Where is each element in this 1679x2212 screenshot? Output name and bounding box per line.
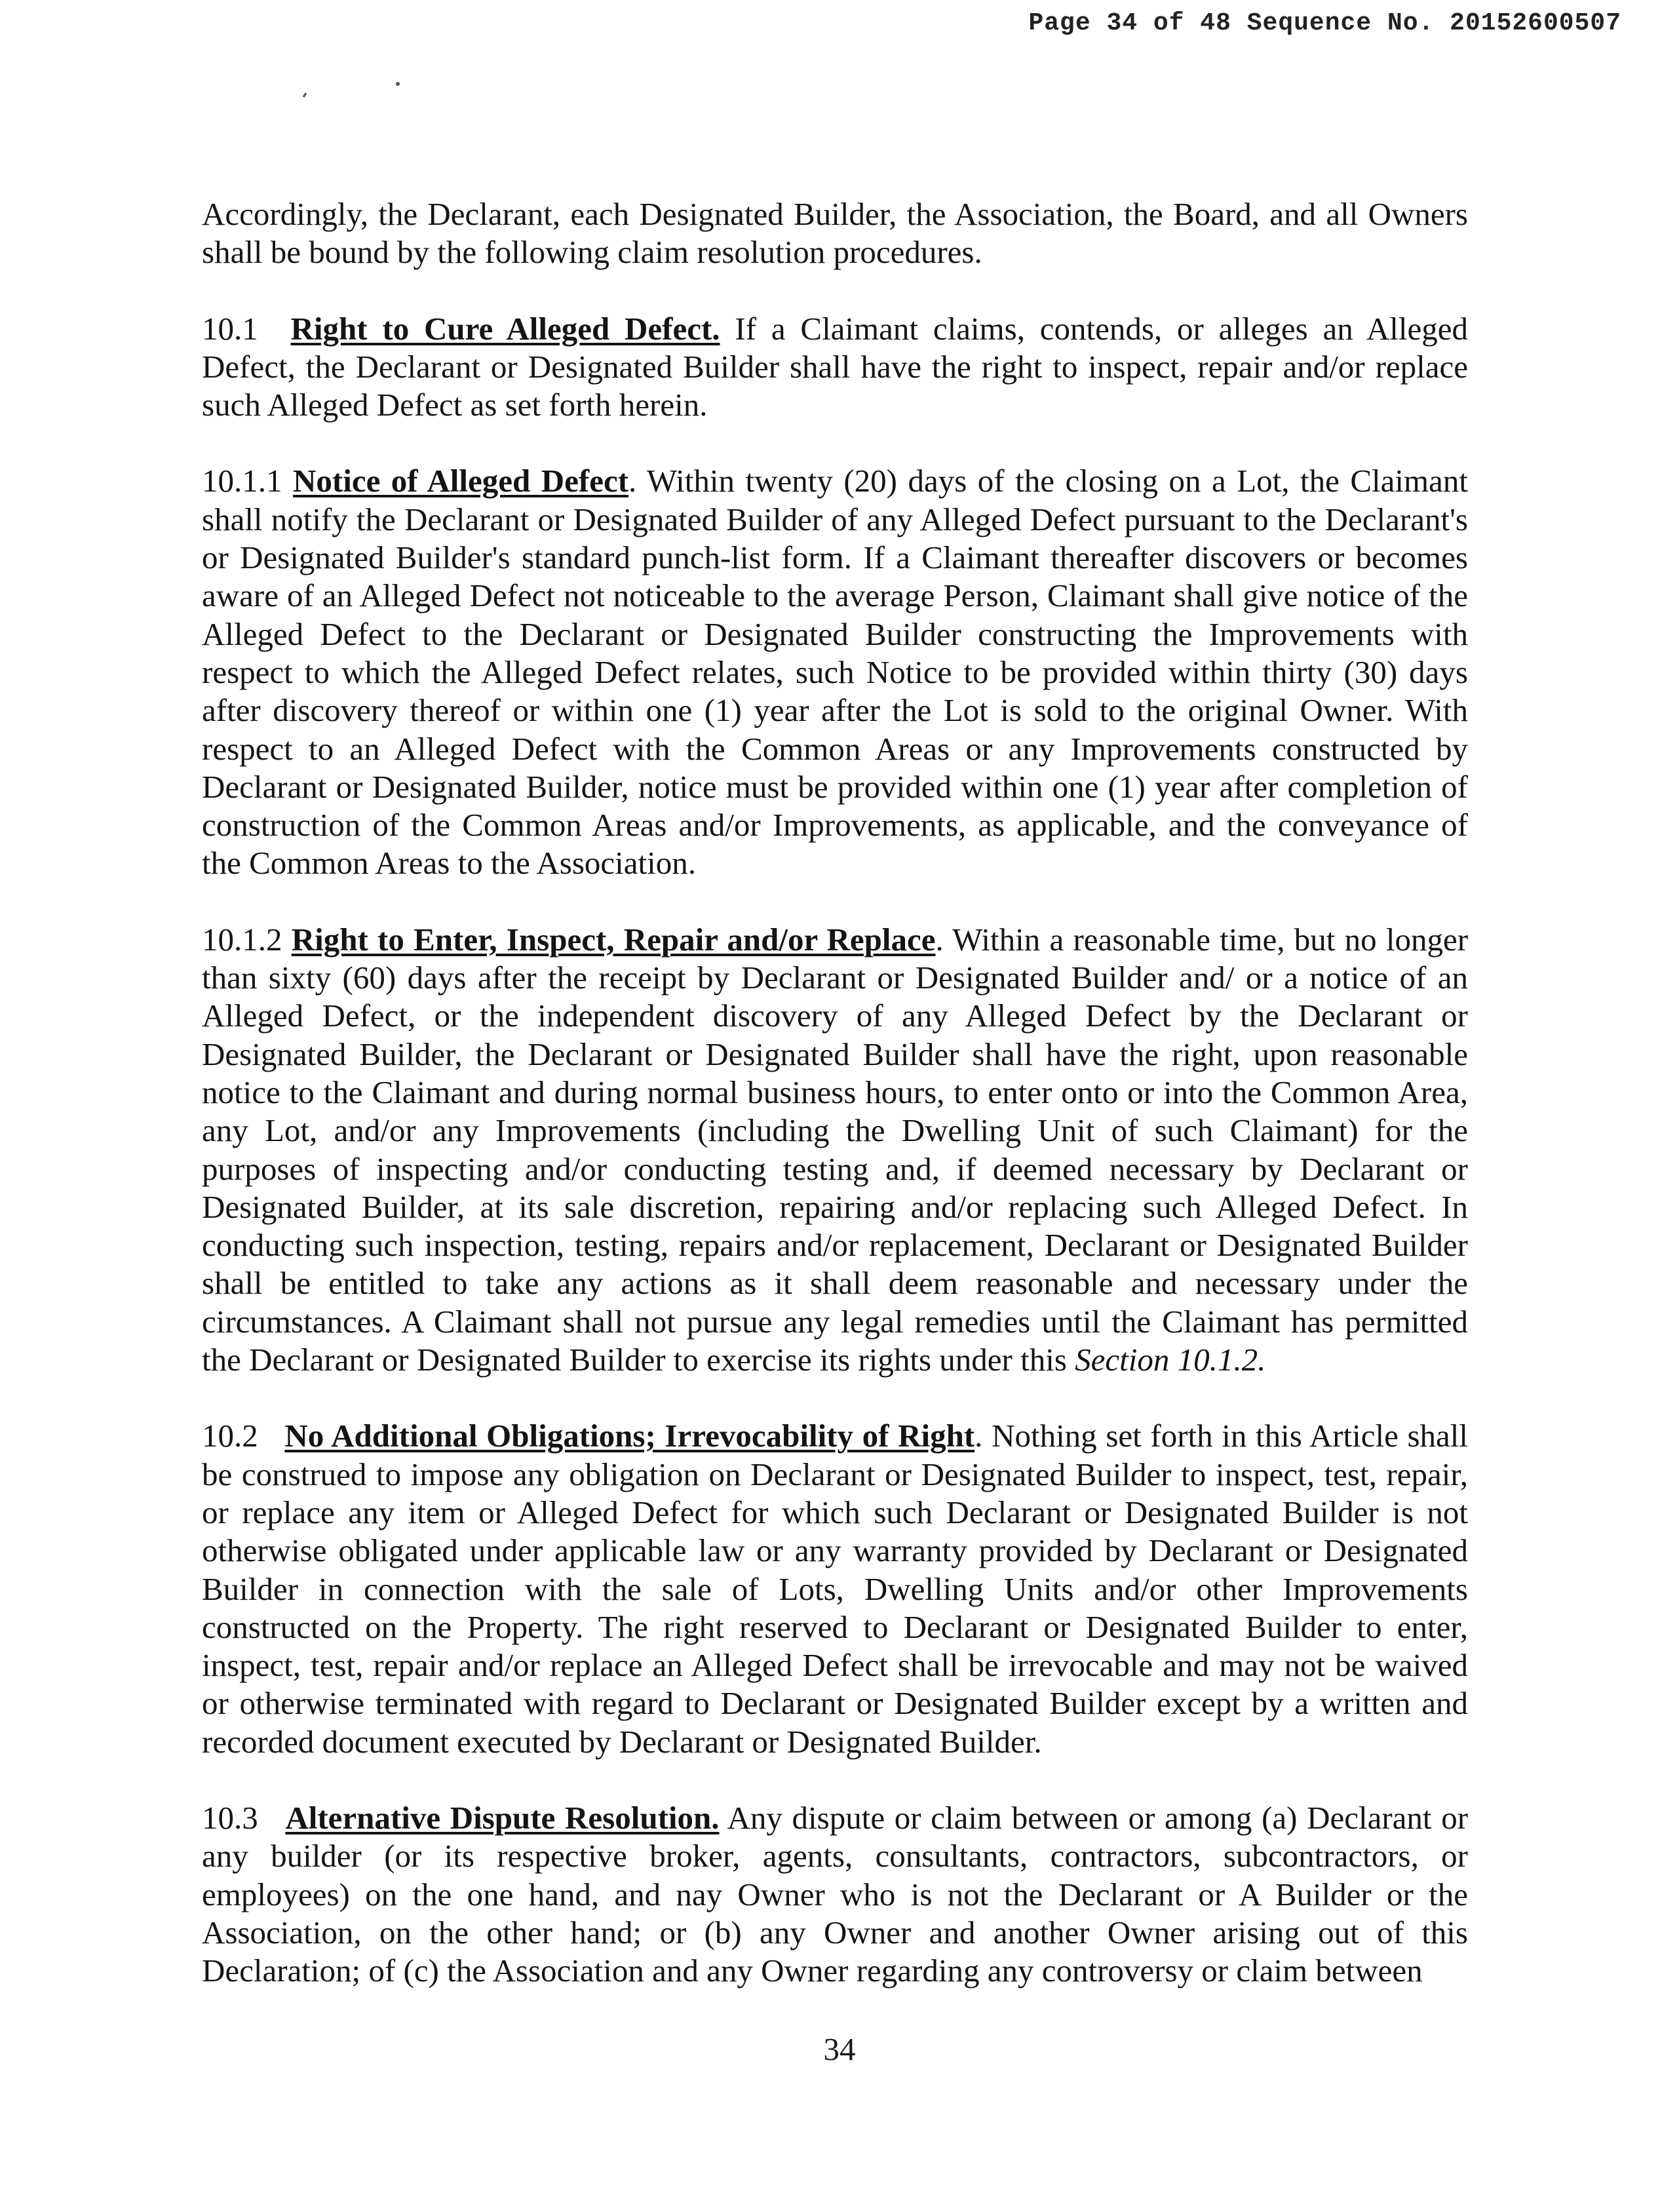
section-heading: No Additional Obligations; Irrevocability of Right (284, 1418, 975, 1454)
section-10-1 (202, 310, 1468, 425)
section-heading: Alternative Dispute Resolution. (285, 1799, 720, 1836)
document-body (202, 195, 1468, 2028)
section-heading: Right to Enter, Inspect, Repair and/or Replace (291, 921, 936, 958)
section-10-3 (202, 1799, 1468, 1990)
intro-paragraph (202, 195, 1468, 272)
section-number: 10.1.1 (202, 463, 282, 499)
section-text: . Within a reasonable time, but no longer than sixty (60) days after the receipt by Declarant or Designated Builder and/ or a notice of an Alleged Defect, or the independent discovery of any Alleged Defect by the Declarant or Designated Builder, the Declarant or Designated Builder shall have the right, upon reasonable notice to the Claimant and during normal business hours, to enter onto or into the Common Area, any Lot, and/or any Improvements (including the Dwelling Unit of such Claimant) for the purposes of inspecting and/or conducting testing and, if deemed necessary by Declarant or Designated Builder, at its sale discretion, repairing and/or replacing such Alleged Defect. In conducting such inspection, testing, repairs and/or replacement, Declarant or Designated Builder shall be entitled to take any actions as it shall deem reasonable and necessary under the circumstances. A Claimant shall not pursue any legal remedies until the Claimant has permitted the Declarant or Designated Builder to exercise its rights under this (202, 921, 1469, 1378)
page-number: 34 (823, 2031, 856, 2067)
intro-text: Accordingly, the Declarant, each Designated Builder, the Association, the Board, and all Owners shall be bound by the following claim resolution procedures. (202, 196, 1468, 271)
page-sequence-header: Page 34 of 48 Sequence No. 20152600507 (1028, 9, 1621, 37)
scan-specks (298, 77, 403, 104)
section-text: . Nothing set forth in this Article shall be construed to impose any obligation on Declarant or Designated Builder to inspect, test, repair, or replace any item or Alleged Defect for which such Declarant or Designated Builder is not otherwise obligated under applicable law or any warranty provided by Declarant or Designated Builder in connection with the sale of Lots, Dwelling Units and/or other Improvements constructed on the Property. The right reserved to Declarant or Designated Builder to enter, inspect, test, repair and/or replace an Alleged Defect shall be irrevocable and may not be waived or otherwise terminated with regard to Declarant or Designated Builder except by a written and recorded document executed by Declarant or Designated Builder. (202, 1418, 1469, 1760)
section-10-1-2 (202, 921, 1468, 1380)
section-text: Any dispute or claim between or among (a) Declarant or any builder (or its respective broker, agents, consultants, contractors, subcontractors, or employees) on the one hand, and nay Owner who is not the Declarant or A Builder or the Association, on the other hand; or (b) any Owner and another Owner arising out of this Declaration; of (c) the Association and any Owner regarding any controversy or claim between (202, 1799, 1469, 1989)
section-number: 10.1.2 (202, 921, 282, 958)
section-text: If a Claimant claims, contends, or alleges an Alleged Defect, the Declarant or Designated Builder shall have the right to inspect, repair and/or replace such Alleged Defect as set forth herein. (202, 310, 1468, 423)
section-10-1-1 (202, 462, 1468, 882)
section-number: 10.1 (202, 310, 258, 347)
section-heading: Notice of Alleged Defect (293, 463, 629, 499)
section-reference: Section 10.1.2. (1075, 1342, 1266, 1378)
section-number: 10.3 (202, 1799, 258, 1836)
section-number: 10.2 (202, 1418, 258, 1454)
section-heading: Right to Cure Alleged Defect. (290, 310, 720, 347)
section-text: . Within twenty (20) days of the closing on a Lot, the Claimant shall notify the Declarant or Designated Builder of any Alleged Defect pursuant to the Declarant's or Designated Builder's standard punch-list form. If a Claimant thereafter discovers or becomes aware of an Alleged Defect not noticeable to the average Person, Claimant shall give notice of the Alleged Defect to the Declarant or Designated Builder constructing the Improvements with respect to which the Alleged Defect relates, such Notice to be provided within thirty (30) days after discovery thereof or within one (1) year after the Lot is sold to the original Owner. With respect to an Alleged Defect with the Common Areas or any Improvements constructed by Declarant or Designated Builder, notice must be provided within one (1) year after completion of construction of the Common Areas and/or Improvements, as applicable, and the conveyance of the Common Areas to the Association. (202, 463, 1468, 882)
section-10-2 (202, 1417, 1468, 1761)
